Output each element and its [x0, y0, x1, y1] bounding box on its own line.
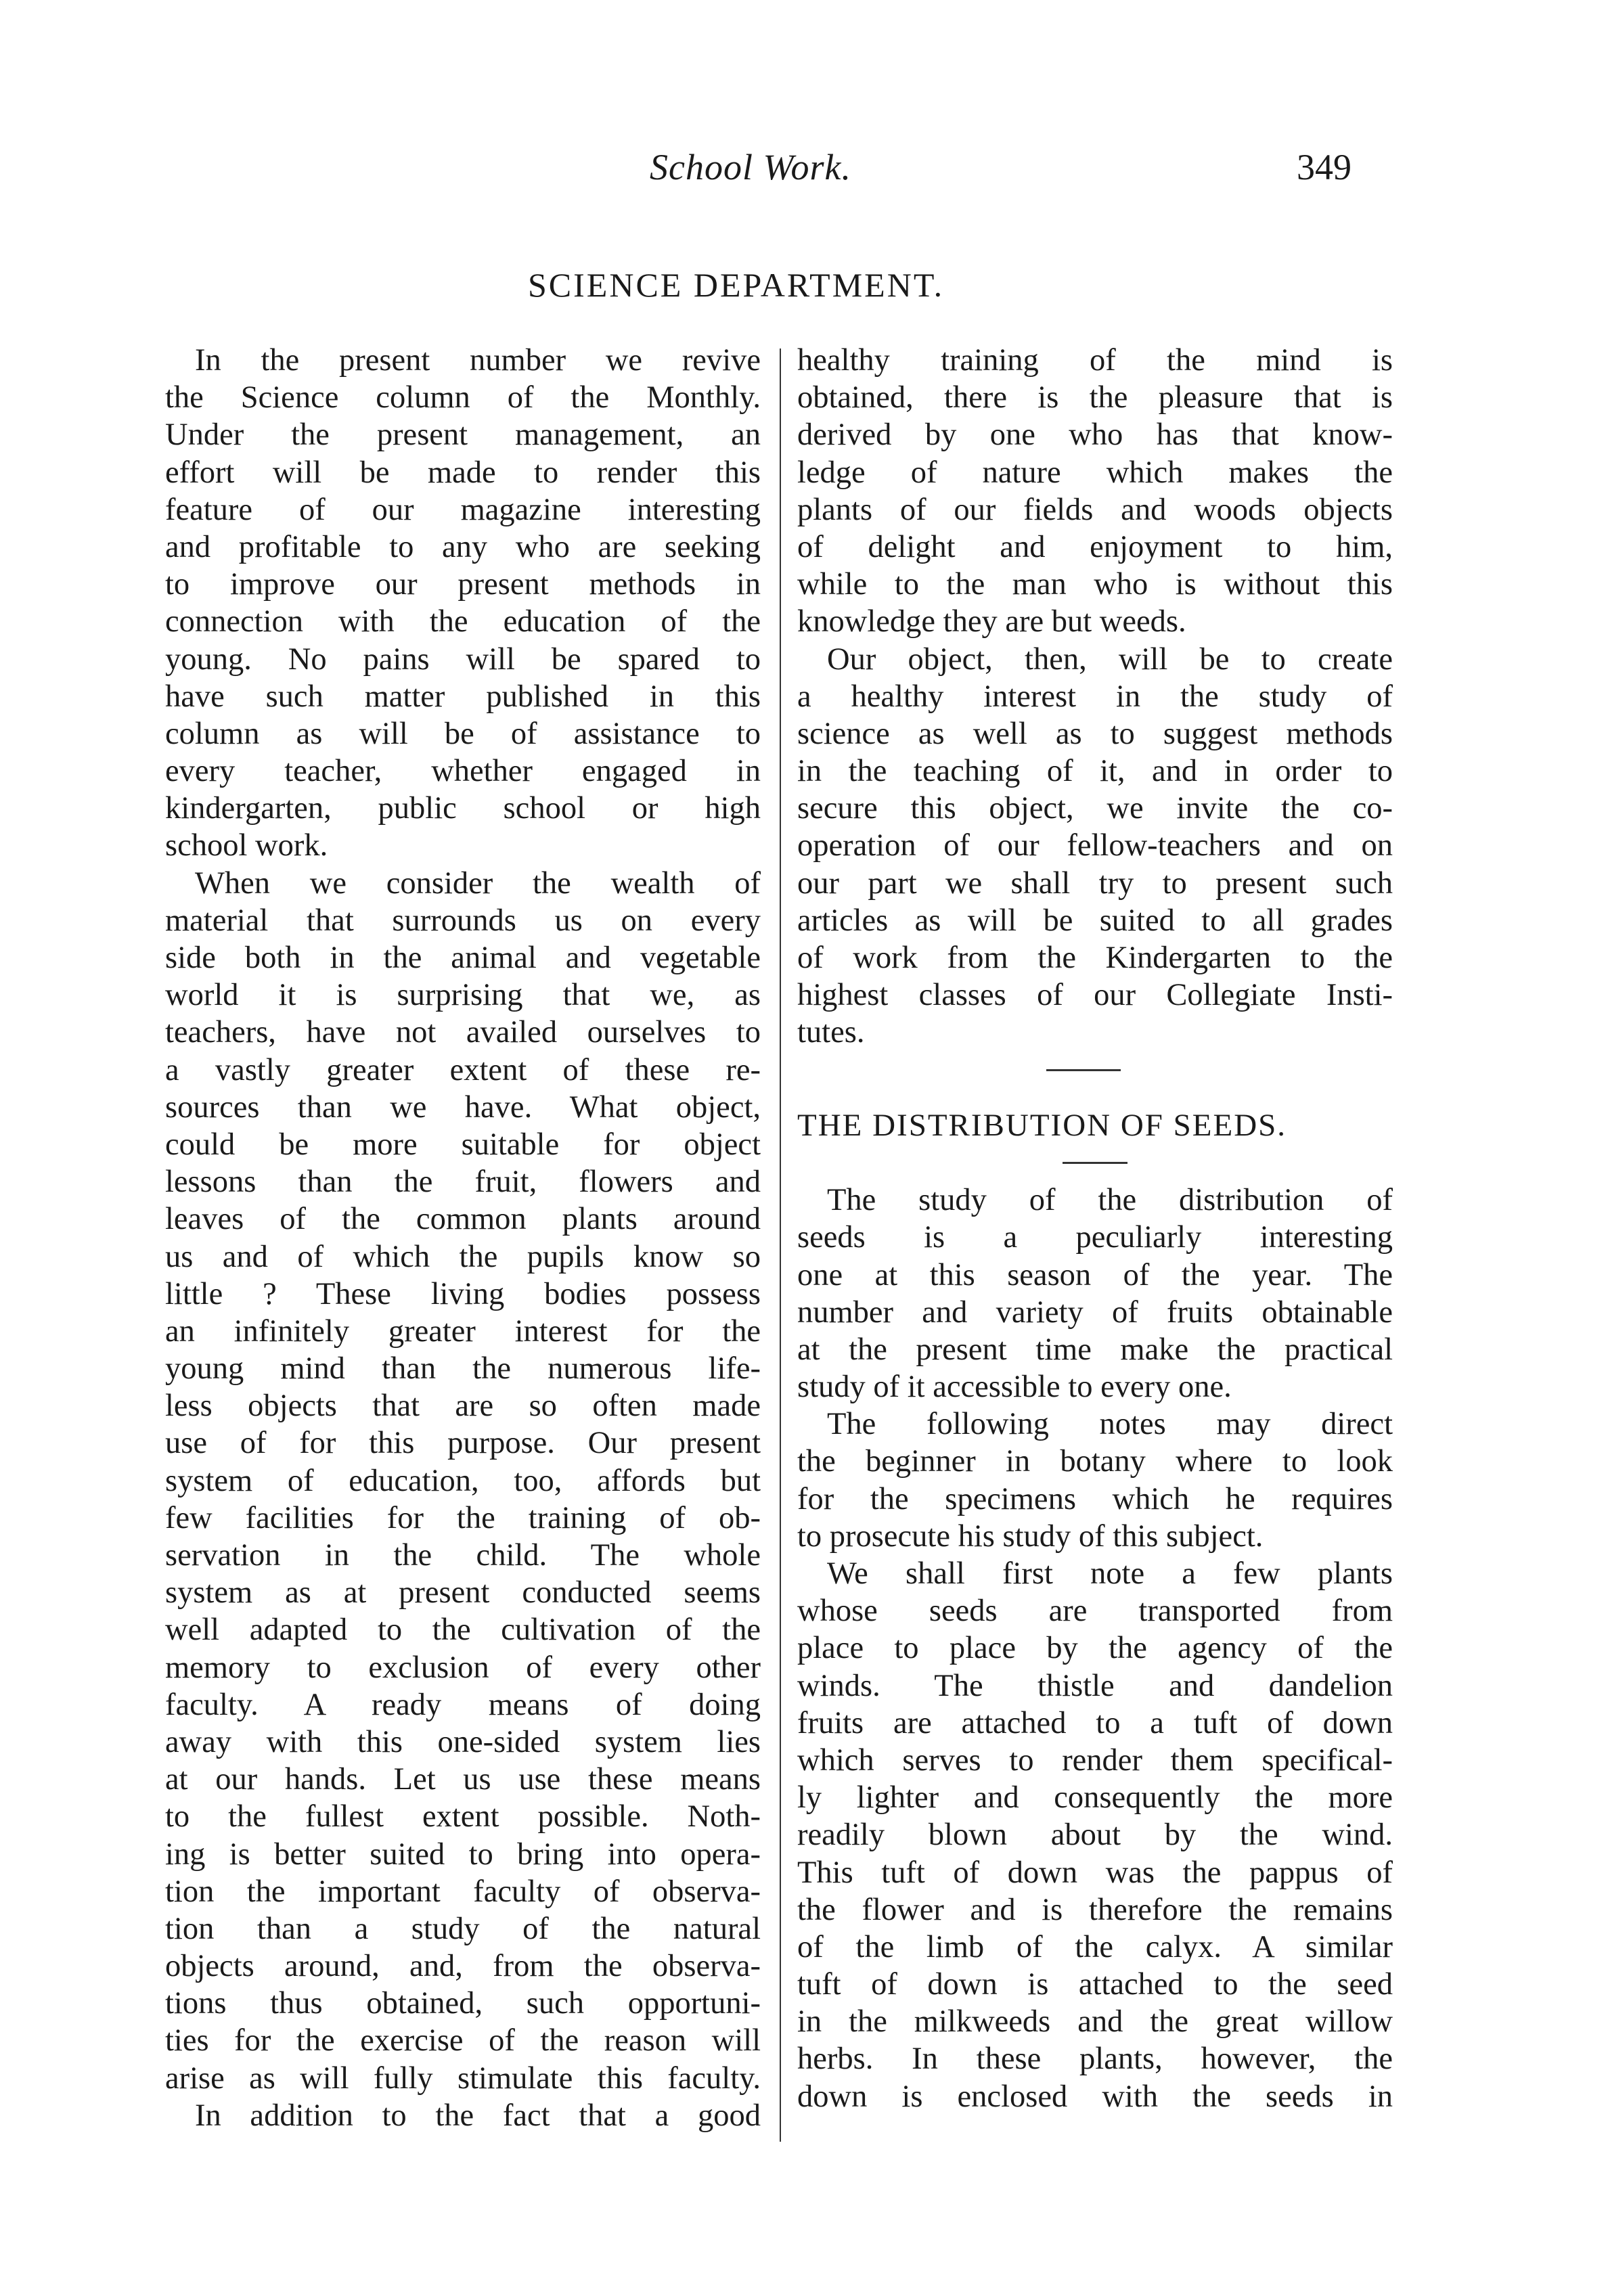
text-line: of delight and enjoyment to him, [797, 529, 1393, 564]
text-line: seeds is a peculiarly interesting [797, 1220, 1393, 1255]
text-line: ties for the exercise of the reason will [165, 2023, 761, 2058]
text-line: at the present time make the practical [797, 1332, 1393, 1367]
text-line: Under the present management, an [165, 418, 761, 453]
text-line: a vastly greater extent of these re- [165, 1052, 761, 1087]
running-head [0, 146, 1608, 200]
text-line: ledge of nature which makes the [797, 455, 1393, 490]
text-line: herbs. In these plants, however, the [797, 2042, 1393, 2077]
text-line: articles as will be suited to all grades [797, 903, 1393, 938]
text-line: down is enclosed with the seeds in [797, 2079, 1393, 2114]
section-heading: SCIENCE DEPARTMENT. [528, 266, 945, 304]
text-line: place to place by the agency of the [797, 1631, 1393, 1666]
text-line: knowledge they are but weeds. [797, 604, 1186, 639]
text-line: arise as will fully stimulate this faculty. [165, 2061, 761, 2096]
page-number: 349 [1297, 147, 1352, 187]
text-line: young. No pains will be spared to [165, 641, 761, 677]
text-line: tutes. [797, 1015, 865, 1050]
text-line: number and variety of fruits obtainable [797, 1295, 1393, 1330]
text-line: a healthy interest in the study of [797, 679, 1393, 714]
text-line: When we consider the wealth of [195, 865, 761, 901]
text-line: teachers, have not availed ourselves to [165, 1015, 761, 1050]
text-line: and profitable to any who are seeking [165, 529, 761, 564]
text-line: readily blown about by the wind. [797, 1818, 1393, 1853]
text-line: one at this season of the year. The [797, 1257, 1393, 1292]
text-line: away with this one-sided system lies [165, 1724, 761, 1759]
text-line: operation of our fellow-teachers and on [797, 828, 1393, 863]
text-line: to prosecute his study of this subject. [797, 1518, 1264, 1554]
text-line: sources than we have. What object, [165, 1089, 761, 1125]
text-line: objects around, and, from the observa- [165, 1949, 761, 1984]
text-line: Our object, then, will be to create [827, 641, 1393, 677]
text-line: use of for this purpose. Our present [165, 1426, 761, 1461]
right-column [797, 342, 1393, 2115]
text-line: study of it accessible to every one. [797, 1370, 1232, 1405]
text-line: world it is surprising that we, as [165, 978, 761, 1013]
text-line: The following notes may direct [827, 1407, 1393, 1442]
text-line: faculty. A ready means of doing [165, 1687, 761, 1722]
text-line: to improve our present methods in [165, 567, 761, 602]
text-line: for the specimens which he requires [797, 1481, 1393, 1516]
text-line: In the present number we revive [195, 343, 761, 378]
text-line: tion than a study of the natural [165, 1911, 761, 1946]
text-line: plants of our fields and woods objects [797, 492, 1393, 527]
text-line: derived by one who has that know- [797, 418, 1393, 453]
text-line: at our hands. Let us use these means [165, 1762, 761, 1797]
heading-rule [797, 1144, 1393, 1181]
text-line: kindergarten, public school or high [165, 791, 761, 826]
text-line: connection with the education of the [165, 604, 761, 639]
text-line: of work from the Kindergarten to the [797, 941, 1393, 975]
text-line: in the milkweeds and the great willow [797, 2004, 1393, 2040]
text-line: fruits are attached to a tuft of down [797, 1705, 1393, 1740]
text-line: us and of which the pupils know so [165, 1239, 761, 1274]
text-line: little ? These living bodies possess [165, 1276, 761, 1311]
text-line: every teacher, whether engaged in [165, 754, 761, 789]
text-line: highest classes of our Collegiate Insti- [797, 978, 1393, 1013]
text-line: whose seeds are transported from [797, 1594, 1393, 1629]
text-line: an infinitely greater interest for the [165, 1313, 761, 1349]
text-line: In addition to the fact that a good [195, 2098, 761, 2133]
text-line: side both in the animal and vegetable [165, 941, 761, 975]
spacer [797, 1089, 1393, 1107]
text-line: feature of our magazine interesting [165, 492, 761, 527]
left-column [165, 342, 761, 2134]
section-divider [797, 1052, 1393, 1089]
text-line: science as well as to suggest methods [797, 716, 1393, 751]
text-line: tion the important faculty of observa- [165, 1874, 761, 1909]
text-line: our part we shall try to present such [797, 865, 1393, 901]
text-line: while to the man who is without this [797, 567, 1393, 602]
text-line: obtained, there is the pleasure that is [797, 380, 1393, 415]
text-line: servation in the child. The whole [165, 1538, 761, 1573]
text-line: the flower and is therefore the remains [797, 1892, 1393, 1927]
text-line: secure this object, we invite the co- [797, 791, 1393, 826]
text-line: less objects that are so often made [165, 1389, 761, 1424]
text-line: This tuft of down was the pappus of [797, 1855, 1393, 1890]
text-line: lessons than the fruit, flowers and [165, 1165, 761, 1200]
text-line: of the limb of the calyx. A similar [797, 1929, 1393, 1964]
text-line: well adapted to the cultivation of the [165, 1613, 761, 1648]
text-line: effort will be made to render this [165, 455, 761, 490]
text-line: the Science column of the Monthly. [165, 380, 761, 415]
text-line: to the fullest extent possible. Noth- [165, 1799, 761, 1834]
text-line: tions thus obtained, such opportuni- [165, 1986, 761, 2021]
text-line: healthy training of the mind is [797, 343, 1393, 378]
text-line: which serves to render them specifical- [797, 1742, 1393, 1778]
text-line: column as will be of assistance to [165, 716, 761, 751]
article-heading: THE DISTRIBUTION OF SEEDS. [797, 1107, 1287, 1143]
text-line: have such matter published in this [165, 679, 761, 714]
running-title: School Work. [650, 147, 851, 187]
text-line: The study of the distribution of [827, 1183, 1393, 1218]
text-line: material that surrounds us on every [165, 903, 761, 938]
text-line: could be more suitable for object [165, 1127, 761, 1162]
text-line: in the teaching of it, and in order to [797, 754, 1393, 789]
text-line: ly lighter and consequently the more [797, 1780, 1393, 1816]
text-line: memory to exclusion of every other [165, 1650, 761, 1685]
text-line: system as at present conducted seems [165, 1575, 761, 1611]
text-line: few facilities for the training of ob- [165, 1500, 761, 1535]
text-line: young mind than the numerous life- [165, 1351, 761, 1387]
text-line: system of education, too, affords but [165, 1463, 761, 1498]
text-line: tuft of down is attached to the seed [797, 1967, 1393, 2002]
text-line: leaves of the common plants around [165, 1202, 761, 1237]
text-line: winds. The thistle and dandelion [797, 1668, 1393, 1703]
text-line: We shall first note a few plants [827, 1556, 1393, 1591]
text-line: ing is better suited to bring into opera- [165, 1837, 761, 1872]
column-divider [780, 348, 781, 2142]
text-line: school work. [165, 828, 328, 863]
text-line: the beginner in botany where to look [797, 1444, 1393, 1479]
